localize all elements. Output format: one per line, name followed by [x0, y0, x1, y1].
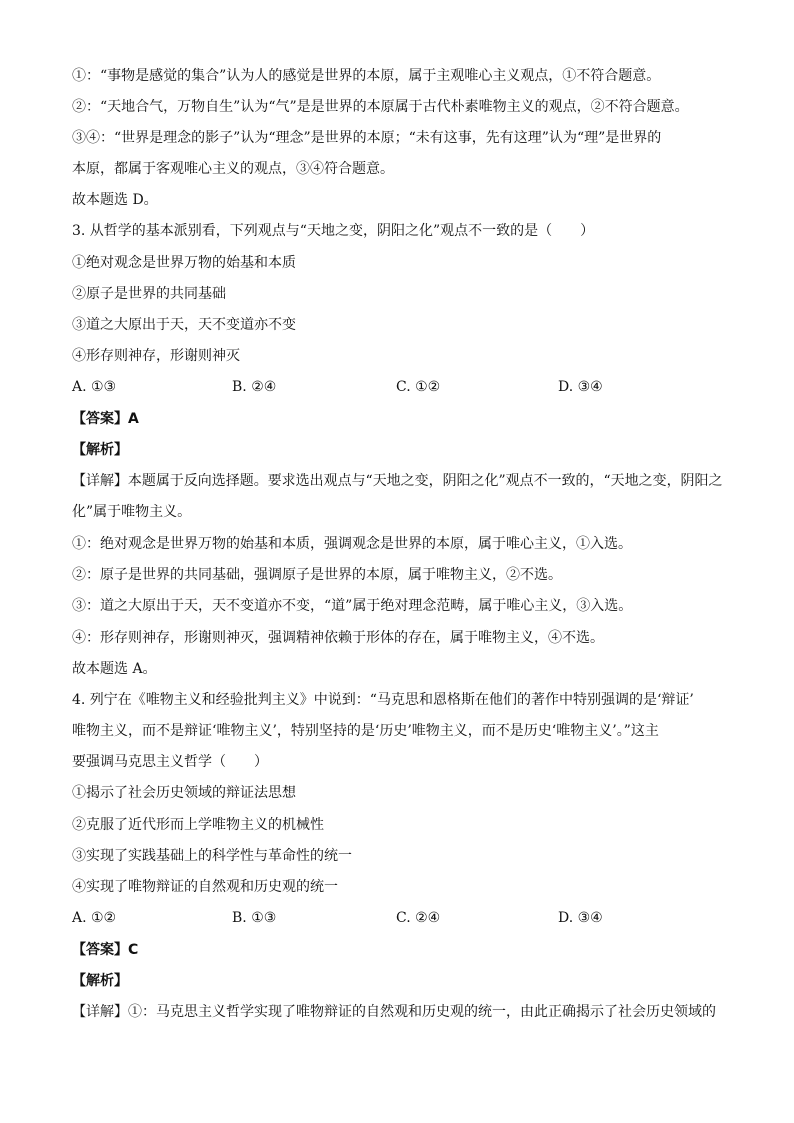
q3-stem: 3. 从哲学的基本派别看，下列观点与“天地之变，阴阳之化”观点不一致的是（ ）: [72, 223, 595, 239]
q3-detail-line-1: 【详解】本题属于反向选择题。要求选出观点与“天地之变，阴阳之化”观点不一致的，“天地之变，阴阳之: [72, 473, 723, 489]
q3-item-1: ①绝对观念是世界万物的始基和本质: [72, 255, 296, 271]
q4-option-c: C. ②④: [396, 910, 441, 926]
q4-detail-line-1: 【详解】①：马克思主义哲学实现了唯物辩证的自然观和历史观的统一，由此正确揭示了社会历史领域的: [72, 1004, 716, 1020]
q2-analysis-item-2: ②：“天地合气，万物自生”认为“气”是是世界的本原属于古代朴素唯物主义的观点，②不符合题意。: [72, 99, 689, 115]
q4-item-1: ①揭示了社会历史领域的辩证法思想: [72, 785, 296, 801]
q3-option-a: A. ①③: [72, 379, 117, 395]
q2-analysis-item-1: ①：“事物是感觉的集合”认为人的感觉是世界的本原，属于主观唯心主义观点，①不符合题意。: [72, 68, 661, 84]
q3-item-4: ④形存则神存，形谢则神灭: [72, 348, 240, 364]
q3-item-2: ②原子是世界的共同基础: [72, 286, 226, 302]
q3-conclusion: 故本题选 A。: [72, 661, 157, 677]
q4-option-a: A. ①②: [72, 910, 117, 926]
q3-analysis-heading: 【解析】: [72, 442, 128, 458]
q3-detail-item-4: ④：形存则神存，形谢则神灭，强调精神依赖于形体的存在，属于唯物主义，④不选。: [72, 630, 604, 646]
q4-answer: 【答案】C: [72, 942, 139, 958]
q3-item-3: ③道之大原出于天，天不变道亦不变: [72, 317, 296, 333]
q4-item-3: ③实现了实践基础上的科学性与革命性的统一: [72, 848, 352, 864]
q4-option-b: B. ①③: [232, 910, 277, 926]
q4-analysis-heading: 【解析】: [72, 973, 128, 989]
q2-conclusion: 故本题选 D。: [72, 192, 158, 208]
q2-analysis-item-34-cont: 本原，都属于客观唯心主义的观点，③④符合题意。: [72, 161, 394, 177]
q4-stem-line-1: 4. 列宁在《唯物主义和经验批判主义》中说到：“马克思和恩格斯在他们的著作中特别强调的是‘辩证’: [72, 692, 694, 708]
q4-item-4: ④实现了唯物辩证的自然观和历史观的统一: [72, 879, 338, 895]
q4-stem-line-3: 要强调马克思主义哲学（ ）: [72, 754, 268, 770]
q2-analysis-item-34: ③④：“世界是理念的影子”认为“理念”是世界的本原；“未有这事，先有这理”认为“理”是世界的: [72, 130, 662, 146]
q4-item-2: ②克服了近代形而上学唯物主义的机械性: [72, 817, 324, 833]
q3-detail-line-2: 化”属于唯物主义。: [72, 504, 192, 520]
q3-detail-item-2: ②：原子是世界的共同基础，强调原子是世界的本原，属于唯物主义，②不选。: [72, 567, 562, 583]
q3-option-b: B. ②④: [232, 379, 277, 395]
q3-option-c: C. ①②: [396, 379, 441, 395]
q3-option-d: D. ③④: [558, 379, 603, 395]
q4-stem-line-2: 唯物主义，而不是辩证‘唯物主义’，特别坚持的是‘历史’唯物主义，而不是历史‘唯物主义’。”这主: [72, 723, 659, 739]
q3-detail-item-1: ①：绝对观念是世界万物的始基和本质，强调观念是世界的本原，属于唯心主义，①入选。: [72, 536, 632, 552]
q4-option-d: D. ③④: [558, 910, 603, 926]
q3-detail-item-3: ③：道之大原出于天，天不变道亦不变，“道”属于绝对理念范畴，属于唯心主义，③入选。: [72, 598, 633, 614]
q3-answer: 【答案】A: [72, 411, 139, 427]
